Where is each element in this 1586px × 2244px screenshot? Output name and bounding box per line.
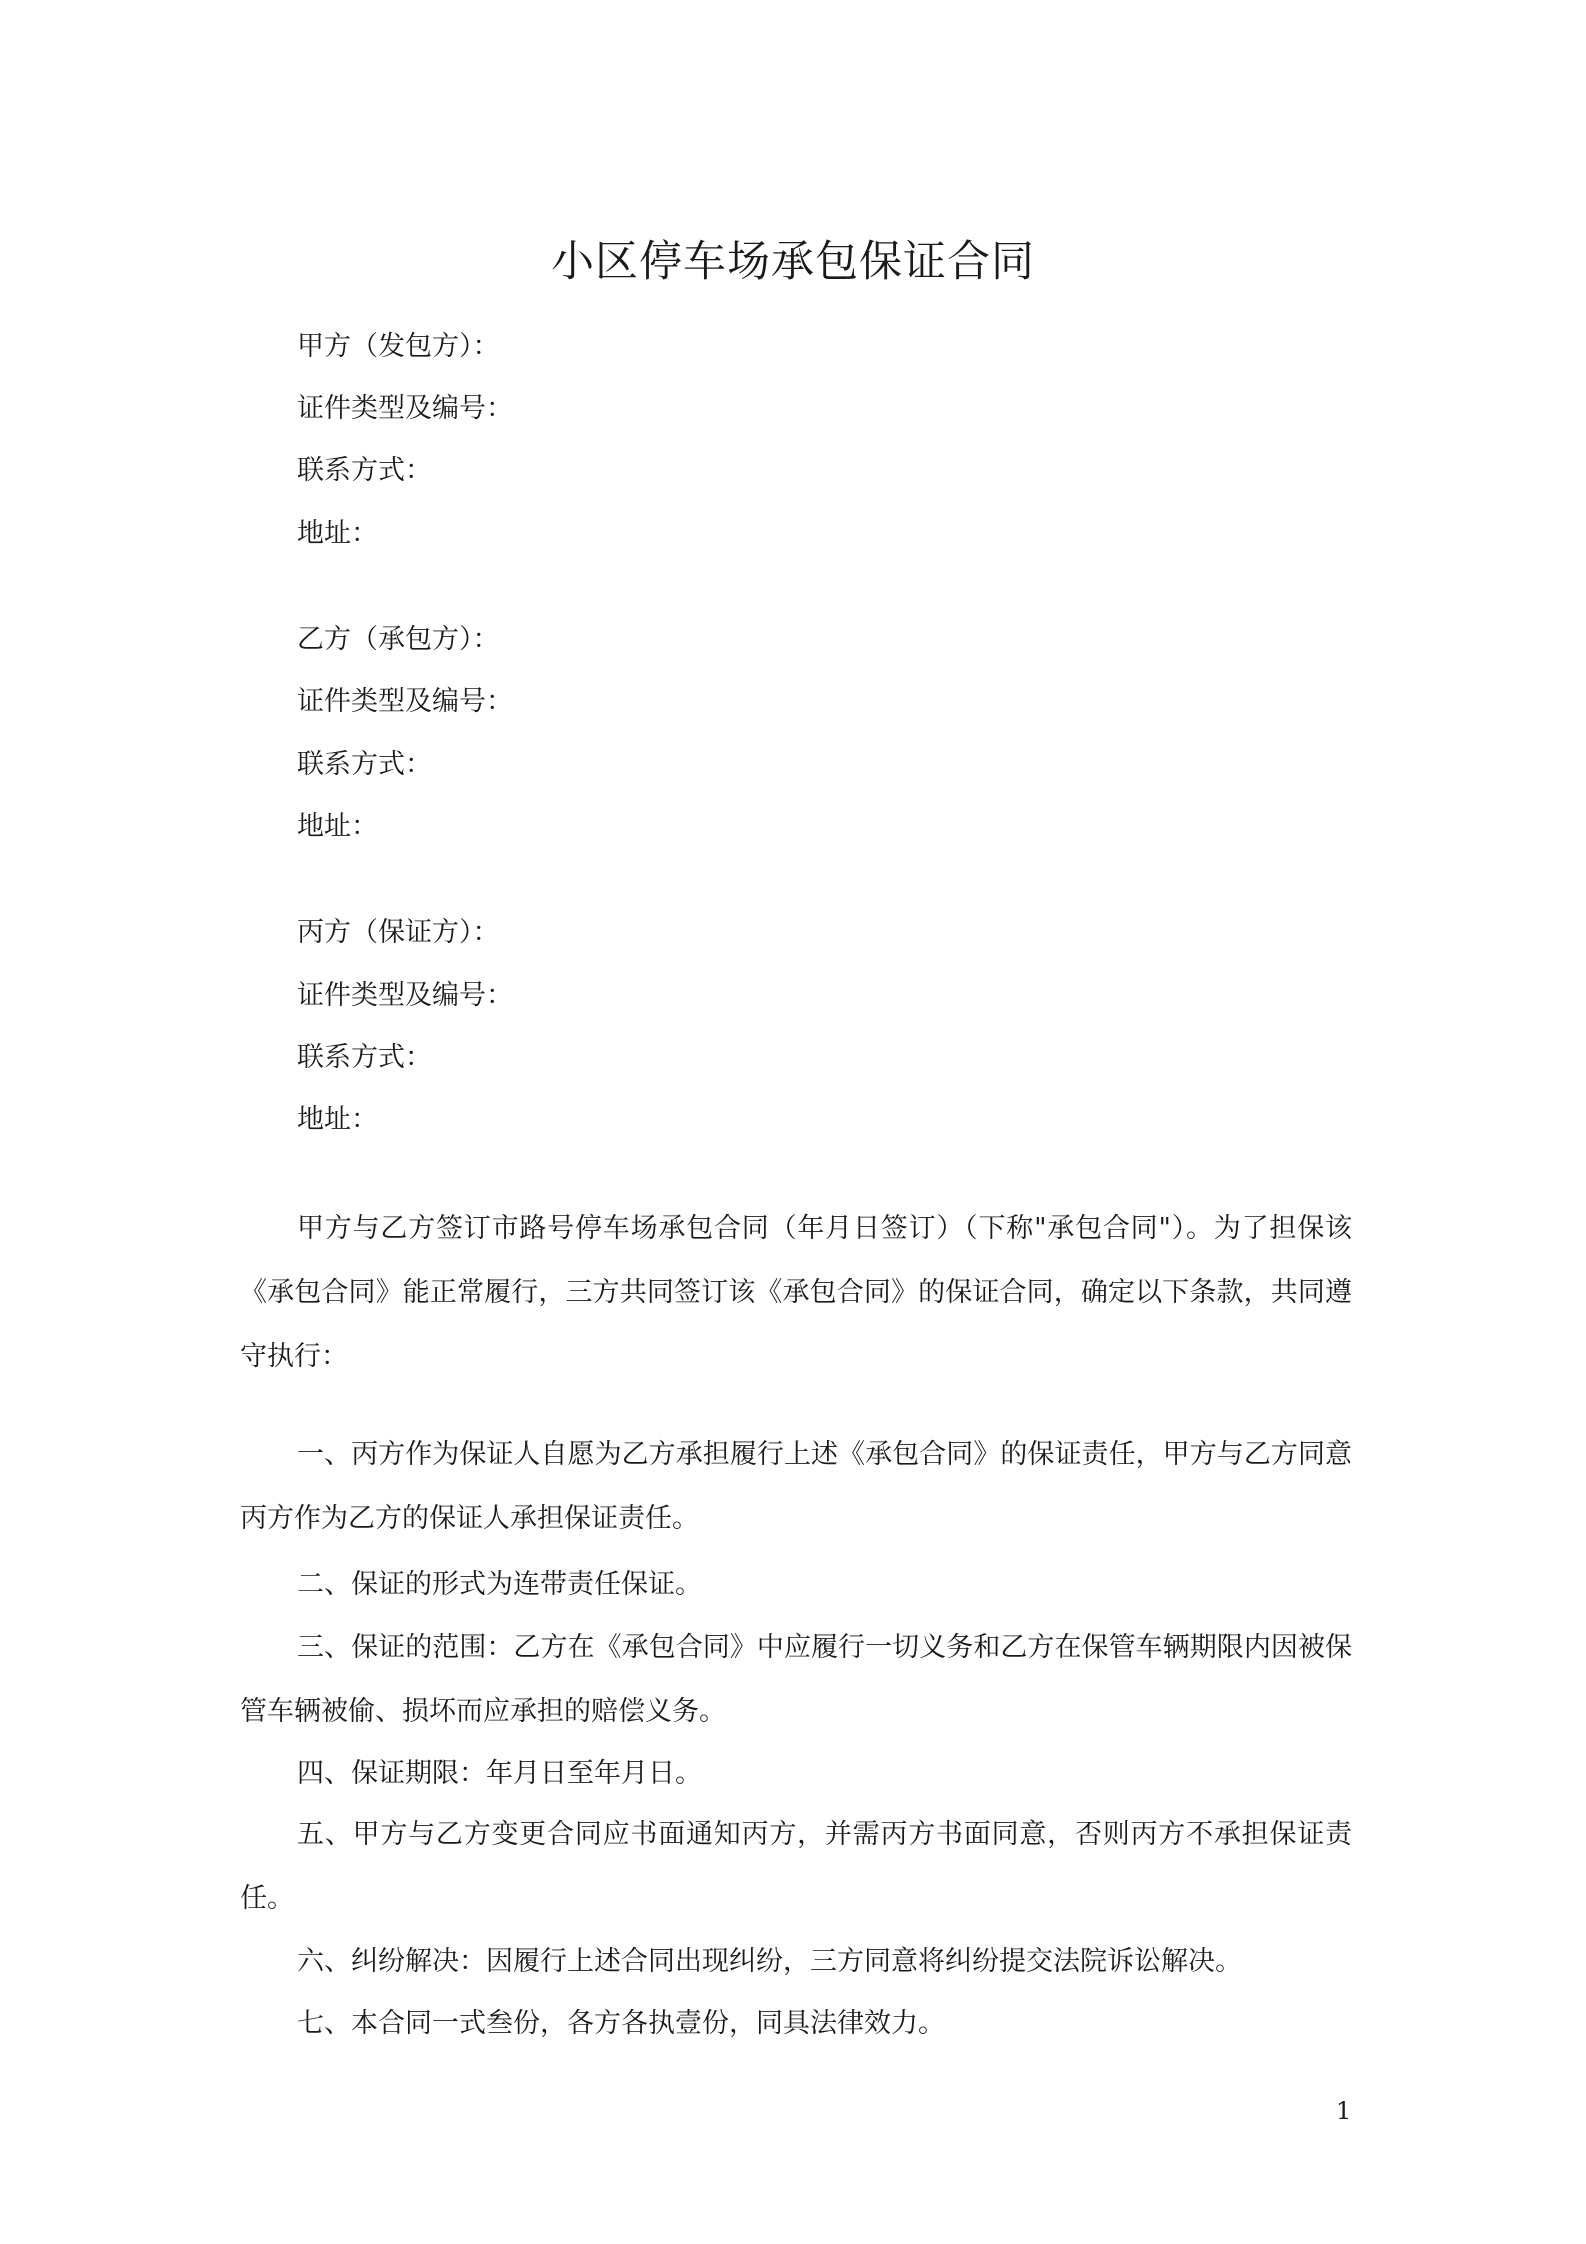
clause-6: 六、纠纷解决：因履行上述合同出现纠纷，三方同意将纠纷提交法院诉讼解决。 <box>297 1946 1242 1977</box>
party-b-address-label: 地址： <box>297 811 378 842</box>
preamble-paragraph <box>240 1197 1352 1389</box>
clause-1: 一、丙方作为保证人自愿为乙方承担履行上述《承包合同》的保证责任，甲方与乙方同意丙方作为乙方的保证人承担保证责任。 <box>240 1439 1352 1534</box>
preamble-text: 甲方与乙方签订市路号停车场承包合同（年月日签订）（下称"承包合同"）。为了担保该《承包合同》能正常履行，三方共同签订该《承包合同》的保证合同，确定以下条款，共同遵守执行： <box>240 1213 1352 1372</box>
party-c-contact-label: 联系方式： <box>297 1042 432 1073</box>
clause-5: 五、甲方与乙方变更合同应书面通知丙方，并需丙方书面同意，否则丙方不承担保证责任。 <box>240 1819 1352 1914</box>
clause-3: 三、保证的范围：乙方在《承包合同》中应履行一切义务和乙方在保管车辆期限内因被保管车辆被偷、损坏而应承担的赔偿义务。 <box>240 1632 1352 1727</box>
clause-7: 七、本合同一式叁份，各方各执壹份，同具法律效力。 <box>297 2008 945 2039</box>
page-number: 1 <box>1336 2097 1352 2125</box>
party-a-id-label: 证件类型及编号： <box>297 393 513 424</box>
party-a-role: 甲方（发包方）： <box>297 331 500 362</box>
clause-2: 二、保证的形式为连带责任保证。 <box>297 1569 702 1600</box>
party-c-address-label: 地址： <box>297 1104 378 1135</box>
party-b-contact-label: 联系方式： <box>297 749 432 780</box>
document-title: 小区停车场承包保证合同 <box>551 237 1035 287</box>
party-c-role: 丙方（保证方）： <box>297 917 500 948</box>
party-b-id-label: 证件类型及编号： <box>297 686 513 717</box>
party-a-contact-label: 联系方式： <box>297 455 432 486</box>
party-b-role: 乙方（承包方）： <box>297 624 500 655</box>
clause-4: 四、保证期限：年月日至年月日。 <box>297 1758 702 1789</box>
party-a-address-label: 地址： <box>297 518 378 549</box>
party-c-id-label: 证件类型及编号： <box>297 980 513 1011</box>
